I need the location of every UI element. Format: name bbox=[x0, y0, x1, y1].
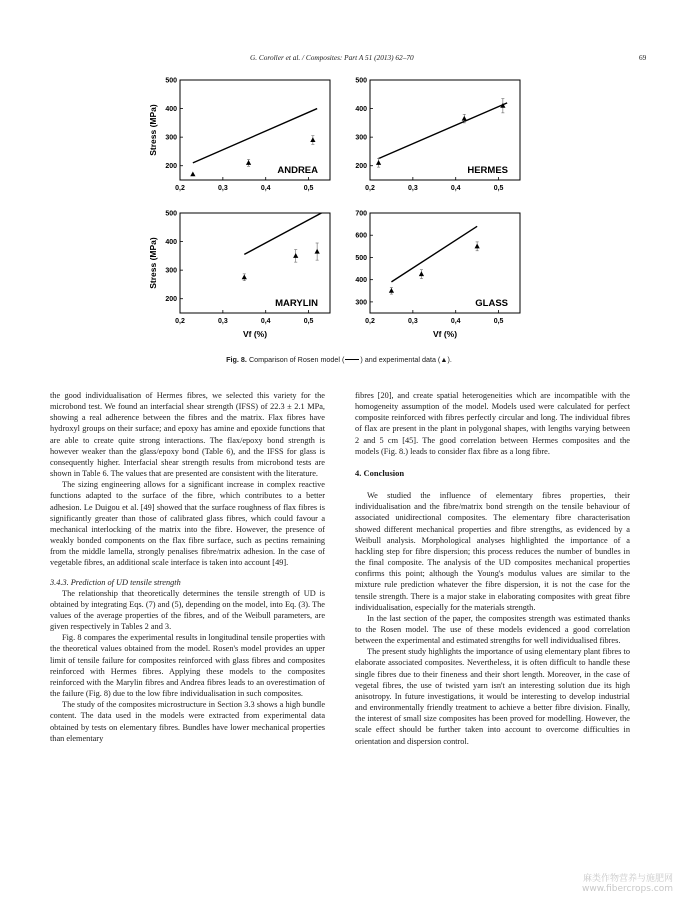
caption-line-sample bbox=[345, 359, 359, 360]
paragraph: The present study highlights the importance of using elementary plant fibres to elaborate associated composites. Nevertheless, it is often difficult to handle these single fibres due to their fineness and their short length. Moreover, in the case of vegetal fibres, the use of twisted yarn isn't an interesting solution due its high anisotropy. In future investigations, it would be interesting to develop industrial and environmentally friendly treatment to achieve a better fibre division. Finally, the interest of small size composites has been proved for modelling. However, the scale effect should be further taken into account to overcome difficulties in orientation and dispersion control. bbox=[355, 647, 630, 746]
chart-panel-glass bbox=[355, 211, 520, 340]
y-tick-label: 700 bbox=[355, 210, 367, 218]
figure-caption bbox=[0, 355, 678, 364]
y-tick-label: 500 bbox=[355, 254, 367, 262]
x-tick-label: 0,2 bbox=[175, 318, 185, 325]
rosen-model-line bbox=[193, 109, 317, 163]
data-point bbox=[315, 249, 320, 254]
section-heading: 4. Conclusion bbox=[355, 467, 405, 478]
data-point bbox=[310, 137, 315, 142]
paragraph: fibres [20], and create spatial heterogeneities which are incompatible with the homogeneity assumption of the model. Models used were calculated for perfect composite reinforced with fibres perfectly circular and long. The individual fibres of flax are present in the plant in polygonal shapes, with lengths varying between 2 and 5 cm [45]. The good correlation between Hermes composites and the models (Fig. 8.) leads to consider flax fibre as a long fibre. bbox=[355, 391, 630, 456]
y-tick-label: 500 bbox=[355, 77, 367, 85]
chart-panel-marylin bbox=[148, 211, 330, 340]
x-tick-label: 0,5 bbox=[493, 185, 504, 192]
x-tick-label: 0,5 bbox=[493, 318, 504, 325]
y-tick-label: 500 bbox=[165, 77, 177, 85]
panel-title: ANDREA bbox=[277, 165, 318, 176]
figure-8 bbox=[140, 70, 540, 360]
paragraph: the good individualisation of Hermes fibres, we selected this variety for the microbond test. We found an interfacial shear strength (IFSS) of 22.3 ± 2.1 MPa, showing a real adherence between the fibres and the matrix. Flax fibres have hydroxyl groups on their surface; and epoxy has amine and epoxide functions that are able to create quite strong interactions. The flax/epoxy bond strength is however weaker than the glass/epoxy bond (Table 6), and the IFSS for glass is consequently higher. Interfacial shear strength results from microbond tests are shown in Table 6. The values that are presented are consistent with the literature. bbox=[50, 391, 325, 479]
caption-text-a: Comparison of Rosen model ( bbox=[248, 355, 345, 364]
paragraph: We studied the influence of elementary fibres properties, their individualisation and the fibre/matrix bond strength on the tensile behaviour of associated unidirectional composites. The elementary fibre characterisation showed different mechanical properties and fibre strengths, as evidenced by a Weibull analysis. Morphological analyses highlighted the importance of a hackling step for fibre dispersion; this process reduces the number of bundles in the final composite. The analysis of the UD composites mechanical properties confirms this point; although the Young's modulus values are similar to the mixture rule prediction whatever the fibre dispersion, it is not the case for the tensile strength. There is a major stake in elaborating composites with great fibre individualisation, especially for the materials strength. bbox=[355, 491, 630, 612]
x-tick-label: 0,2 bbox=[175, 185, 185, 192]
rosen-model-line bbox=[244, 213, 321, 254]
y-tick-label: 500 bbox=[165, 210, 177, 218]
data-point bbox=[190, 171, 195, 176]
chart-panel-hermes bbox=[355, 78, 520, 193]
data-point bbox=[419, 271, 424, 276]
panel-title: GLASS bbox=[475, 298, 508, 309]
x-tick-label: 0,4 bbox=[450, 185, 461, 192]
data-point bbox=[376, 160, 381, 165]
y-tick-label: 200 bbox=[165, 163, 177, 171]
x-tick-label: 0,3 bbox=[217, 185, 228, 192]
journal-citation: G. Coroller et al. / Composites: Part A 51 (2013) 62–70 bbox=[250, 53, 414, 62]
y-tick-label: 300 bbox=[355, 299, 367, 307]
watermark bbox=[548, 874, 673, 894]
data-point bbox=[389, 288, 394, 293]
y-tick-label: 300 bbox=[355, 134, 367, 142]
x-tick-label: 0,4 bbox=[450, 318, 461, 325]
y-tick-label: 400 bbox=[355, 277, 367, 285]
caption-text-b: ) and experimental data (▲). bbox=[360, 355, 452, 364]
y-tick-label: 200 bbox=[355, 163, 367, 171]
x-tick-label: 0,4 bbox=[260, 185, 271, 192]
x-axis-label: Vf (%) bbox=[242, 329, 268, 339]
x-tick-label: 0,5 bbox=[303, 318, 314, 325]
y-axis-label: Stress (MPa) bbox=[148, 237, 158, 289]
y-tick-label: 400 bbox=[165, 106, 177, 114]
caption-label: Fig. 8. bbox=[226, 355, 247, 364]
paragraph: The relationship that theoretically determines the tensile strength of UD is obtained by integrating Eqs. (7) and (5), depending on the model, into Eq. (3). The values of the average properties of the fibres, and of the Weibull parameters, are given respectively in Tables 2 and 3. bbox=[50, 588, 325, 632]
rosen-model-line bbox=[379, 103, 508, 159]
y-axis-label: Stress (MPa) bbox=[148, 104, 158, 156]
spacer bbox=[355, 457, 630, 468]
panel-title: HERMES bbox=[467, 165, 508, 176]
data-point bbox=[462, 116, 467, 121]
page-number: 69 bbox=[639, 53, 647, 62]
x-tick-label: 0,3 bbox=[217, 318, 228, 325]
x-axis-label: Vf (%) bbox=[432, 329, 458, 339]
y-tick-label: 300 bbox=[165, 134, 177, 142]
data-point bbox=[293, 253, 298, 258]
y-tick-label: 400 bbox=[355, 106, 367, 114]
y-tick-label: 600 bbox=[355, 232, 367, 240]
chart-panel-andrea bbox=[148, 78, 330, 193]
y-tick-label: 400 bbox=[165, 239, 177, 247]
y-tick-label: 200 bbox=[165, 296, 177, 304]
data-point bbox=[246, 160, 251, 165]
rosen-model-line bbox=[391, 226, 477, 282]
watermark-line-1: 麻类作物营养与施肥网 bbox=[582, 874, 673, 884]
x-tick-label: 0,3 bbox=[407, 318, 418, 325]
section-heading: 3.4.3. Prediction of UD tensile strength bbox=[50, 577, 181, 587]
x-tick-label: 0,4 bbox=[260, 318, 271, 325]
x-tick-label: 0,5 bbox=[303, 185, 314, 192]
data-point bbox=[242, 274, 247, 279]
panel-title: MARYLIN bbox=[275, 298, 318, 309]
data-point bbox=[475, 244, 480, 249]
x-tick-label: 0,3 bbox=[407, 185, 418, 192]
paragraph: Fig. 8 compares the experimental results in longitudinal tensile properties with the theoretical values obtained from the model. Rosen's model provides an upper limit of tensile failure for composites reinforced with glass fibres and composites reinforced with Hermes fibres. Applying these models to the composites reinforced with the Marylin fibres and Andrea fibres leads to an overestimation of the failure (Fig. 8) due to the low fibre individualisation in such composites. bbox=[50, 633, 325, 699]
running-head bbox=[0, 53, 678, 65]
paragraph: In the last section of the paper, the composites strength was estimated thanks to the Rosen model. The use of these models evidenced a good correlation between the experimental and estimated strengths for well individualised fibres. bbox=[355, 613, 630, 646]
paragraph: The sizing engineering allows for a significant increase in complex reactive functions adapted to the surface of the fibre, which contributes to a better adhesion. Le Duigou et al. [49] showed that the surface roughness of flax fibres is significantly greater than those of calibrated glass fibres, which could favour a mechanical interlocking of the matrix into the fibre. However, the presence of weakly bonded components on the flax fibre surface, such as pectins remaining from the middle lamella, strongly penalises fibre/matrix adhesion. In the case of vegetable fibres, an additional scale interface is taken into account [49]. bbox=[50, 480, 325, 568]
watermark-line-2: www.fibercrops.com bbox=[582, 884, 673, 894]
y-tick-label: 300 bbox=[165, 267, 177, 275]
paragraph: The study of the composites microstructure in Section 3.3 shows a high bundle content. The data used in the models were extracted from experimental data obtained by tests on elementary fibres. Bundles have lower mechanical properties than elementary bbox=[50, 700, 325, 743]
x-tick-label: 0,2 bbox=[365, 185, 375, 192]
left-column bbox=[50, 390, 325, 744]
x-tick-label: 0,2 bbox=[365, 318, 375, 325]
right-column bbox=[355, 390, 630, 747]
spacer bbox=[355, 479, 630, 490]
